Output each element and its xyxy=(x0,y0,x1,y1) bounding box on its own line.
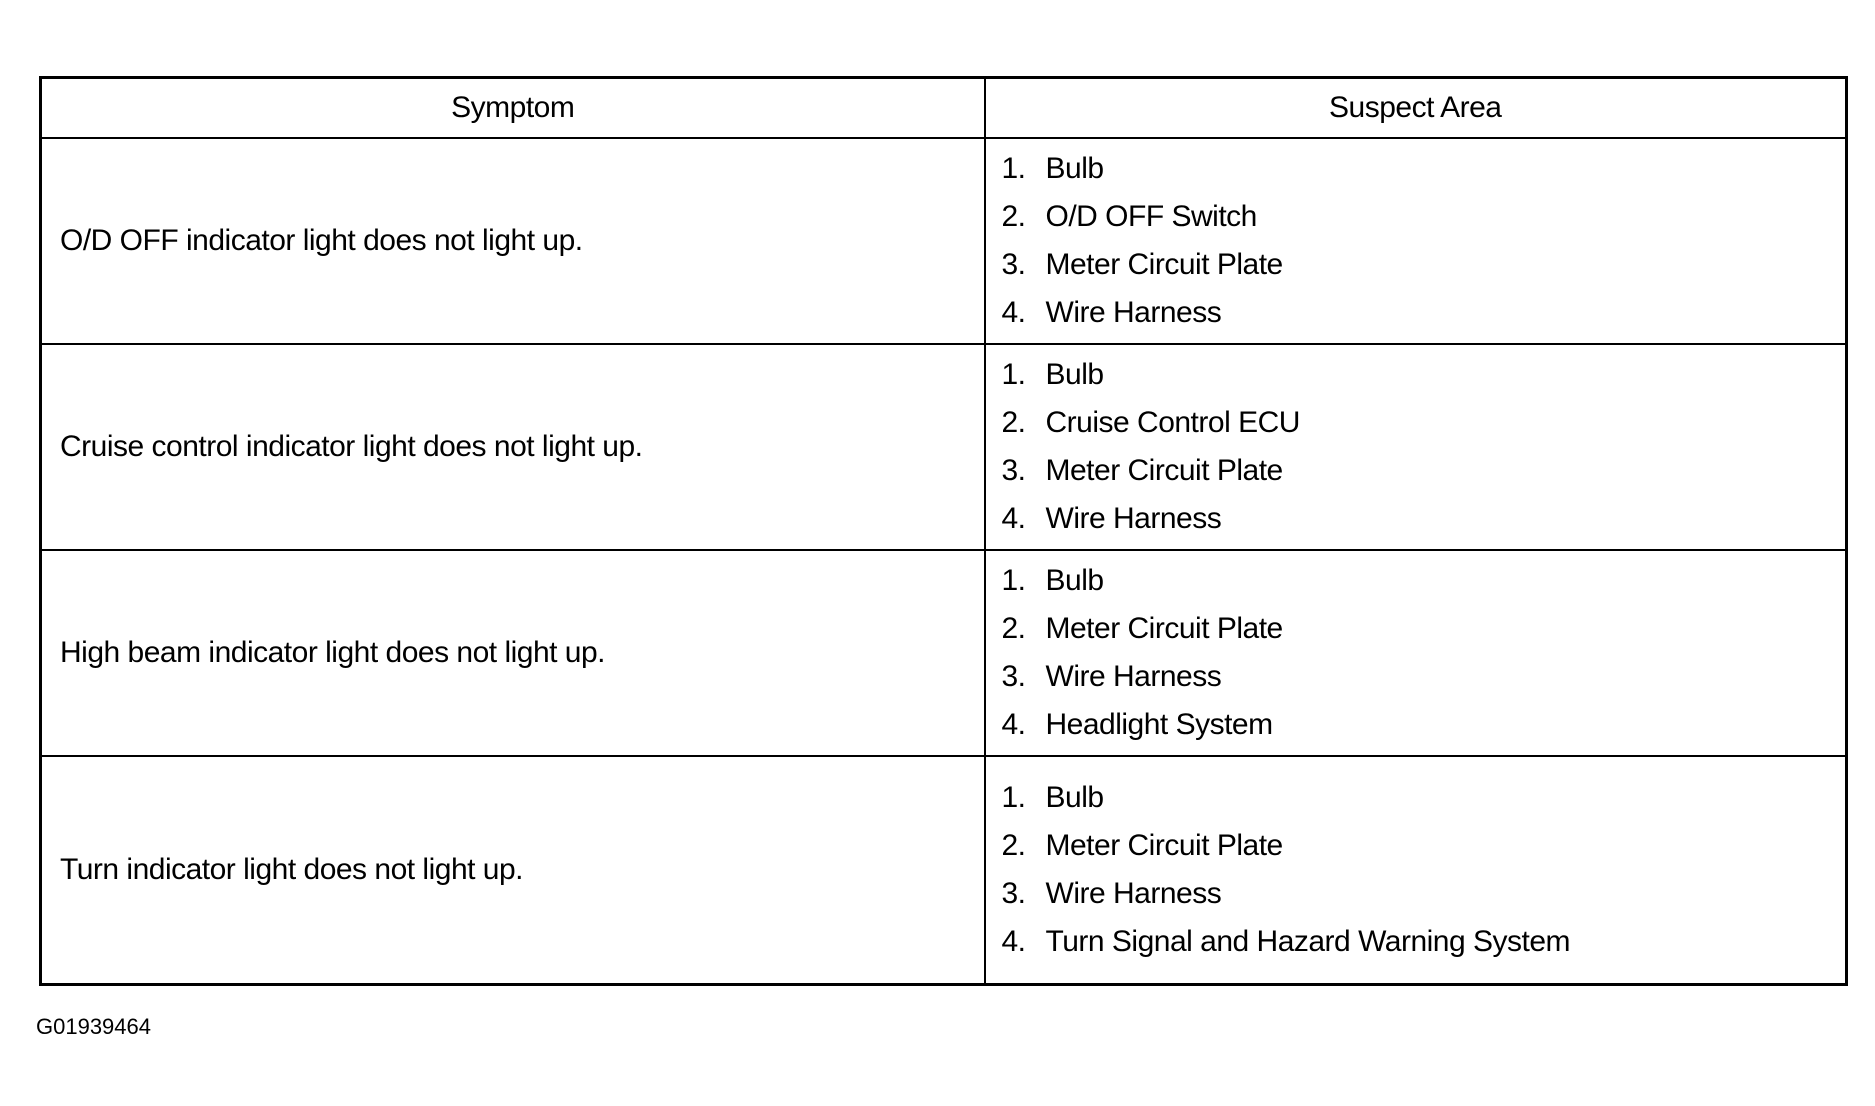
symptom-column-header: Symptom xyxy=(41,78,985,139)
item-label: Meter Circuit Plate xyxy=(1045,454,1283,487)
table-header-row xyxy=(41,78,1847,139)
item-label: Headlight System xyxy=(1045,708,1273,741)
item-number: 2. xyxy=(1001,200,1026,233)
item-number: 1. xyxy=(1001,564,1026,597)
symptom-cell: O/D OFF indicator light does not light up. xyxy=(41,138,985,344)
item-number: 4. xyxy=(1001,502,1026,535)
diagnosis-table xyxy=(39,76,1848,986)
item-number: 1. xyxy=(1001,152,1026,185)
item-number: 4. xyxy=(1001,708,1026,741)
item-label: Cruise Control ECU xyxy=(1045,406,1300,439)
item-label: Bulb xyxy=(1045,358,1104,391)
item-number: 3. xyxy=(1001,454,1026,487)
item-label: Bulb xyxy=(1045,781,1104,814)
item-label: Wire Harness xyxy=(1045,660,1222,693)
suspect-area-item xyxy=(1002,495,1846,543)
suspect-area-item xyxy=(1002,145,1846,193)
suspect-area-item xyxy=(1002,447,1846,495)
item-label: O/D OFF Switch xyxy=(1045,200,1257,233)
item-number: 2. xyxy=(1001,612,1026,645)
item-label: Meter Circuit Plate xyxy=(1045,829,1283,862)
suspect-area-cell xyxy=(985,756,1847,985)
table-row xyxy=(41,550,1847,756)
table-row xyxy=(41,344,1847,550)
suspect-area-list xyxy=(1002,557,1846,749)
item-number: 3. xyxy=(1001,660,1026,693)
suspect-area-cell xyxy=(985,344,1847,550)
suspect-area-item xyxy=(1002,605,1846,653)
suspect-area-list xyxy=(1002,351,1846,543)
item-label: Wire Harness xyxy=(1045,502,1222,535)
suspect-area-item xyxy=(1002,918,1846,966)
item-label: Wire Harness xyxy=(1045,877,1222,910)
item-label: Turn Signal and Hazard Warning System xyxy=(1045,925,1571,958)
item-number: 4. xyxy=(1001,925,1026,958)
suspect-area-item xyxy=(1002,774,1846,822)
suspect-area-cell xyxy=(985,138,1847,344)
suspect-area-item xyxy=(1002,399,1846,447)
suspect-area-item xyxy=(1002,351,1846,399)
item-number: 1. xyxy=(1001,781,1026,814)
item-label: Meter Circuit Plate xyxy=(1045,248,1283,281)
item-label: Meter Circuit Plate xyxy=(1045,612,1283,645)
symptom-cell: Cruise control indicator light does not light up. xyxy=(41,344,985,550)
suspect-area-column-header: Suspect Area xyxy=(985,78,1847,139)
item-label: Wire Harness xyxy=(1045,296,1222,329)
suspect-area-item xyxy=(1002,701,1846,749)
item-number: 2. xyxy=(1001,829,1026,862)
item-number: 1. xyxy=(1001,358,1026,391)
suspect-area-item xyxy=(1002,241,1846,289)
suspect-area-list xyxy=(1002,774,1846,966)
table-row xyxy=(41,756,1847,985)
figure-id-label: G01939464 xyxy=(36,1014,151,1039)
suspect-area-item xyxy=(1002,653,1846,701)
suspect-area-item xyxy=(1002,557,1846,605)
item-label: Bulb xyxy=(1045,152,1104,185)
symptom-cell: Turn indicator light does not light up. xyxy=(41,756,985,985)
suspect-area-item xyxy=(1002,289,1846,337)
suspect-area-list xyxy=(1002,145,1846,337)
item-number: 4. xyxy=(1001,296,1026,329)
item-number: 2. xyxy=(1001,406,1026,439)
item-label: Bulb xyxy=(1045,564,1104,597)
suspect-area-item xyxy=(1002,822,1846,870)
table-row xyxy=(41,138,1847,344)
suspect-area-item xyxy=(1002,193,1846,241)
suspect-area-cell xyxy=(985,550,1847,756)
item-number: 3. xyxy=(1001,248,1026,281)
suspect-area-item xyxy=(1002,870,1846,918)
item-number: 3. xyxy=(1001,877,1026,910)
symptom-cell: High beam indicator light does not light up. xyxy=(41,550,985,756)
